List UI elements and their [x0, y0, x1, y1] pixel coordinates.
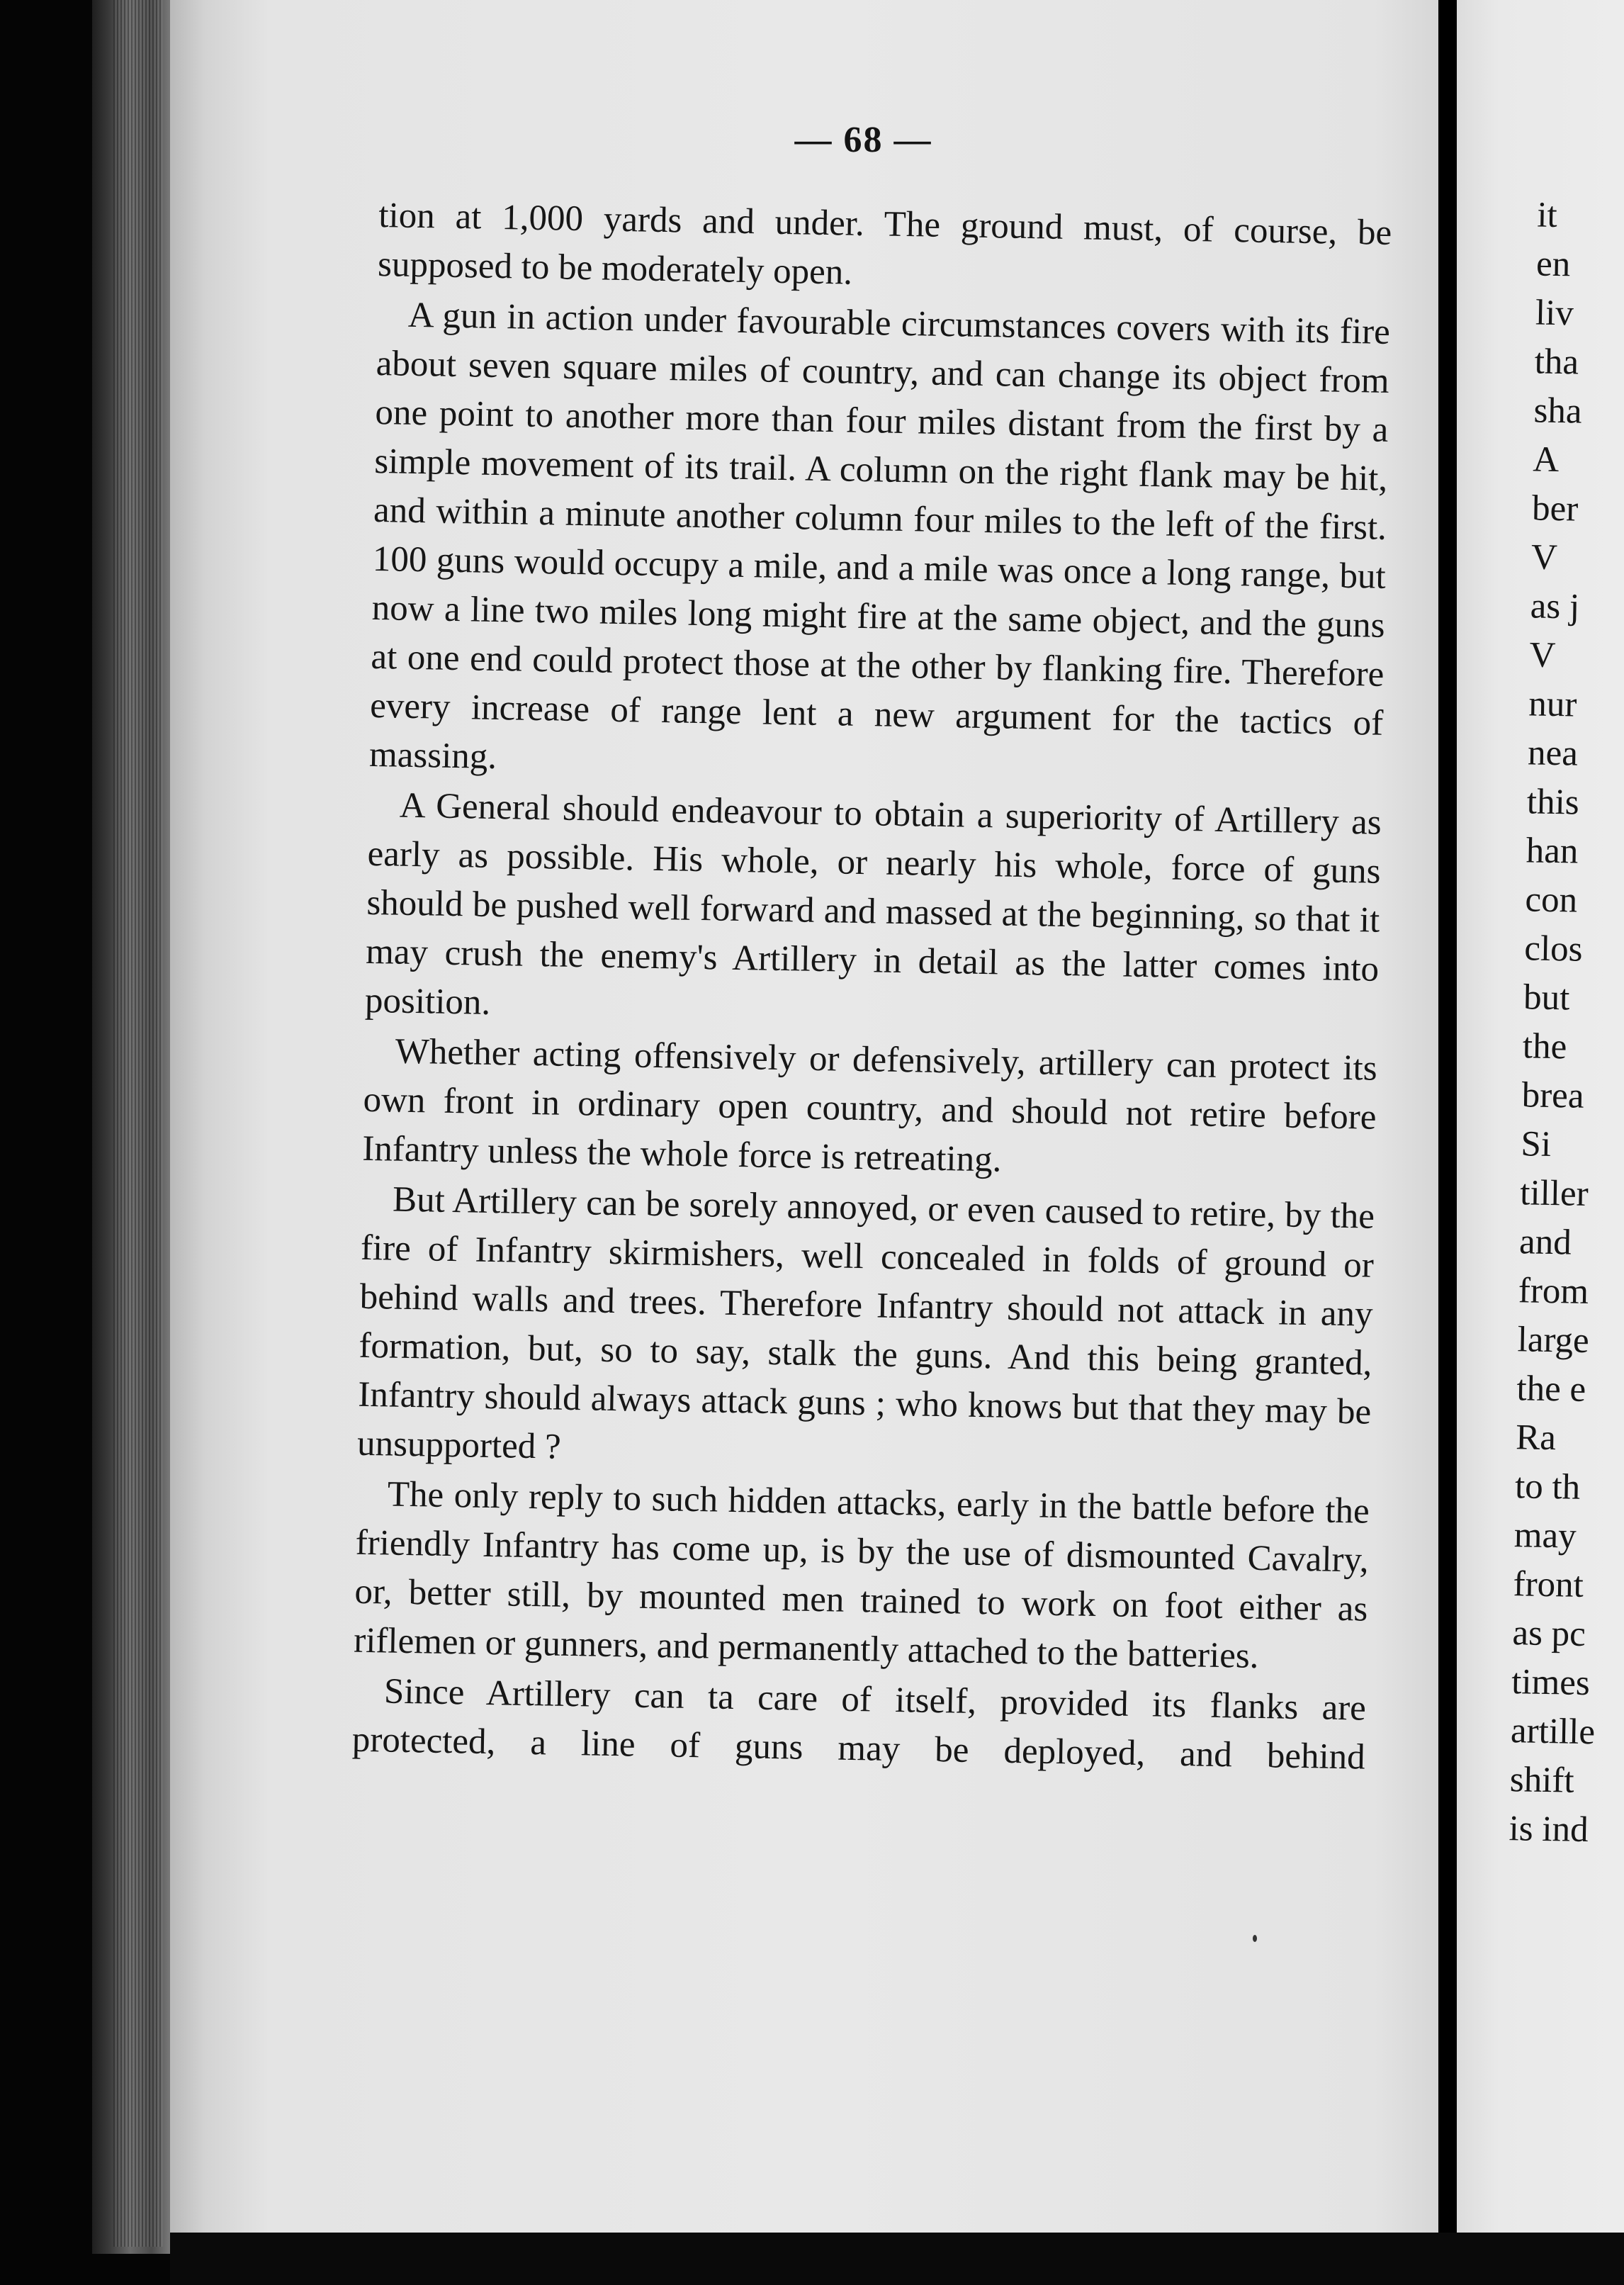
right-page-fragment: as pc [1512, 1613, 1586, 1654]
right-page-fragment: from [1518, 1271, 1589, 1312]
right-page-fragment: but [1523, 977, 1570, 1018]
right-page-fragment: nur [1528, 684, 1577, 725]
right-page-fragment: as j [1530, 586, 1580, 627]
right-page-fragment: large [1517, 1320, 1590, 1361]
right-page-fragment: it [1536, 195, 1558, 235]
right-page-fragment: brea [1521, 1075, 1584, 1116]
right-page-fragment: V [1530, 537, 1558, 578]
right-page-fragment: clos [1523, 928, 1583, 970]
right-page-fragment: A [1532, 439, 1560, 481]
paragraph: Since Artillery can ta care of itself, provided its flanks are protected, a line of guns may be deployed, and behind [351, 1671, 1367, 1778]
right-page-fragment: the e [1516, 1369, 1586, 1410]
paragraph: Whether acting offensively or defensively, artillery can protect its own front in ordinary open country, and should not retire before Infantry unless the whole force is retreating. [361, 1031, 1378, 1180]
right-page-fragment: and [1518, 1222, 1572, 1263]
paragraph: The only reply to such hidden attacks, early in the battle before the friendly Infantry has come up, is by the use of dismounted Cavalry, or, better still, by mounted men trained to work on foot either as riflemen or gunners, and permanently attached to the batteries. [353, 1474, 1370, 1676]
right-page-fragment: artille [1510, 1711, 1596, 1753]
right-page-fragment: is ind [1509, 1809, 1589, 1851]
bottom-edge [170, 2233, 1624, 2285]
right-page-fragment: han [1526, 831, 1579, 872]
right-page-fragment: ber [1531, 488, 1579, 529]
right-page-fragment: front [1513, 1564, 1584, 1605]
right-page-fragment: sha [1533, 391, 1583, 432]
right-page-fragment: liv [1535, 293, 1574, 334]
paragraph: A gun in action under favourable circumstances covers with its fire about seven square miles of country, and can change its object from one point to another more than four miles distant from the first by a simple movement of its trail. A column on the right flank may be hit, and within a minute another column four miles to the left of the first. 100 guns would occupy a mile, and a mile was once a long range, but now a line two miles long might fire at the same object, and the guns at one end could protect those at the other by flanking fire. Therefore every increase of range lent a new argument for the tactics of massing. [368, 295, 1391, 777]
body-text [351, 191, 1392, 1784]
right-page-fragment: con [1525, 880, 1578, 921]
paragraph: But Artillery can be sorely annoyed, or even caused to retire, by the fire of Infantry skirmishers, well concealed in folds of ground or behind walls and trees. Therefore Infantry should not attack in any formation, but, so to say, stalk the guns. And this being granted, Infantry should always attack guns ; who knows but that they may be unsupported ? [356, 1179, 1375, 1467]
right-page-fragment: tha [1534, 342, 1579, 383]
page-gutter [1438, 0, 1457, 2285]
right-page-fragment: en [1535, 244, 1571, 285]
right-page-fragment: times [1511, 1662, 1591, 1704]
right-page-fragment: tiller [1519, 1173, 1589, 1214]
page-edges [113, 0, 163, 2247]
right-page-fragment: the [1522, 1026, 1567, 1067]
right-page-fragment: may [1513, 1515, 1577, 1556]
right-page-fragment: Ra [1515, 1417, 1557, 1459]
paragraph: A General should endeavour to obtain a superiority of Artillery as early as possible. His whole, or nearly his whole, force of guns should be pushed well forward and massed at the beginning, so that it may crush the enemy's Artillery in detail as the latter comes into position. [364, 785, 1382, 1023]
right-page-fragment: nea [1527, 733, 1579, 774]
page-number: — 68 — [794, 120, 932, 160]
right-page-fragment: to th [1514, 1466, 1581, 1508]
right-page-fragment: shift [1509, 1760, 1575, 1801]
right-page-fragment: V [1529, 635, 1556, 676]
ink-speck [1253, 1935, 1257, 1942]
right-page-fragment: Si [1521, 1124, 1552, 1165]
paragraph: tion at 1,000 yards and under. The ground must, of course, be supposed to be moderately open. [377, 195, 1392, 293]
right-page-fragment: this [1526, 782, 1580, 823]
